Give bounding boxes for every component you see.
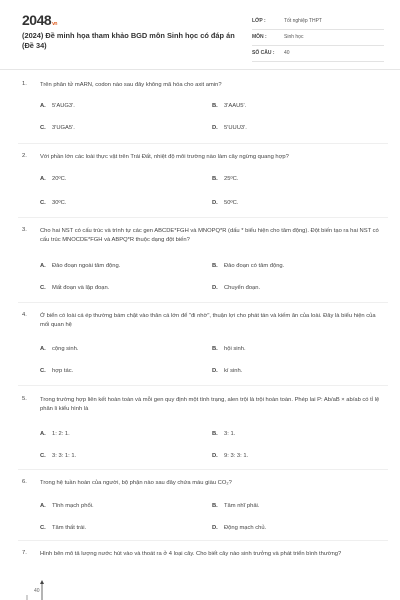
water-chart-figure bbox=[22, 580, 82, 600]
option-d[interactable]: D. 5'UUU3'. bbox=[212, 125, 247, 131]
chart-axis-arrow bbox=[40, 580, 44, 584]
option-b[interactable]: B. hội sinh. bbox=[212, 346, 246, 352]
option-a[interactable]: A. 1: 2: 1. bbox=[40, 431, 70, 437]
option-c[interactable]: C. 3'UGA5'. bbox=[40, 125, 75, 131]
option-a[interactable]: A. cộng sinh. bbox=[40, 346, 79, 352]
option-d[interactable]: D. kí sinh. bbox=[212, 368, 243, 374]
option-b[interactable]: B. Đảo đoạn có tâm động. bbox=[212, 263, 285, 269]
option-b[interactable]: B. 3: 1. bbox=[212, 431, 236, 437]
option-c[interactable]: C. 3: 3: 1: 1. bbox=[40, 453, 77, 459]
meta-row-subject: MÔN : Sinh học bbox=[252, 30, 384, 46]
option-d[interactable]: D. 9: 3: 3: 1. bbox=[212, 453, 249, 459]
exam-meta bbox=[252, 14, 384, 62]
option-b[interactable]: B. 25ºC. bbox=[212, 176, 239, 182]
option-b[interactable]: B. 3'AAU5'. bbox=[212, 103, 247, 109]
page-header bbox=[0, 0, 400, 62]
meta-row-count: SỐ CÂU : 40 bbox=[252, 46, 384, 62]
page-title: (2024) Đề minh họa tham khảo BGD môn Sinh học có đáp án (Đề 34) bbox=[22, 31, 235, 50]
option-c[interactable]: C. Tâm thất trái. bbox=[40, 525, 87, 531]
chart-tick-label: 40 bbox=[34, 588, 40, 594]
option-c[interactable]: C. 30ºC. bbox=[40, 200, 67, 206]
site-logo[interactable]: 2048vn bbox=[22, 12, 57, 28]
option-b[interactable]: B. Tâm nhĩ phải. bbox=[212, 503, 260, 509]
question-divider bbox=[18, 302, 388, 303]
question-divider bbox=[18, 469, 388, 470]
header-divider bbox=[0, 69, 400, 70]
option-a[interactable]: A. Tĩnh mạch phổi. bbox=[40, 503, 94, 509]
question-divider bbox=[18, 385, 388, 386]
option-c[interactable]: C. hợp tác. bbox=[40, 368, 74, 374]
question-divider bbox=[18, 143, 388, 144]
question-divider bbox=[18, 217, 388, 218]
option-c[interactable]: C. Mất đoạn và lặp đoạn. bbox=[40, 285, 110, 291]
option-d[interactable]: D. 50ºC. bbox=[212, 200, 239, 206]
option-d[interactable]: D. Chuyển đoạn. bbox=[212, 285, 261, 291]
meta-row-grade: LỚP : Tốt nghiệp THPT bbox=[252, 14, 384, 30]
option-d[interactable]: D. Động mạch chủ. bbox=[212, 525, 267, 531]
option-a[interactable]: A. 20ºC. bbox=[40, 176, 67, 182]
option-a[interactable]: A. Đảo đoạn ngoài tâm động. bbox=[40, 263, 121, 269]
option-a[interactable]: A. 5'AUG3'. bbox=[40, 103, 75, 109]
question-divider bbox=[18, 540, 388, 541]
